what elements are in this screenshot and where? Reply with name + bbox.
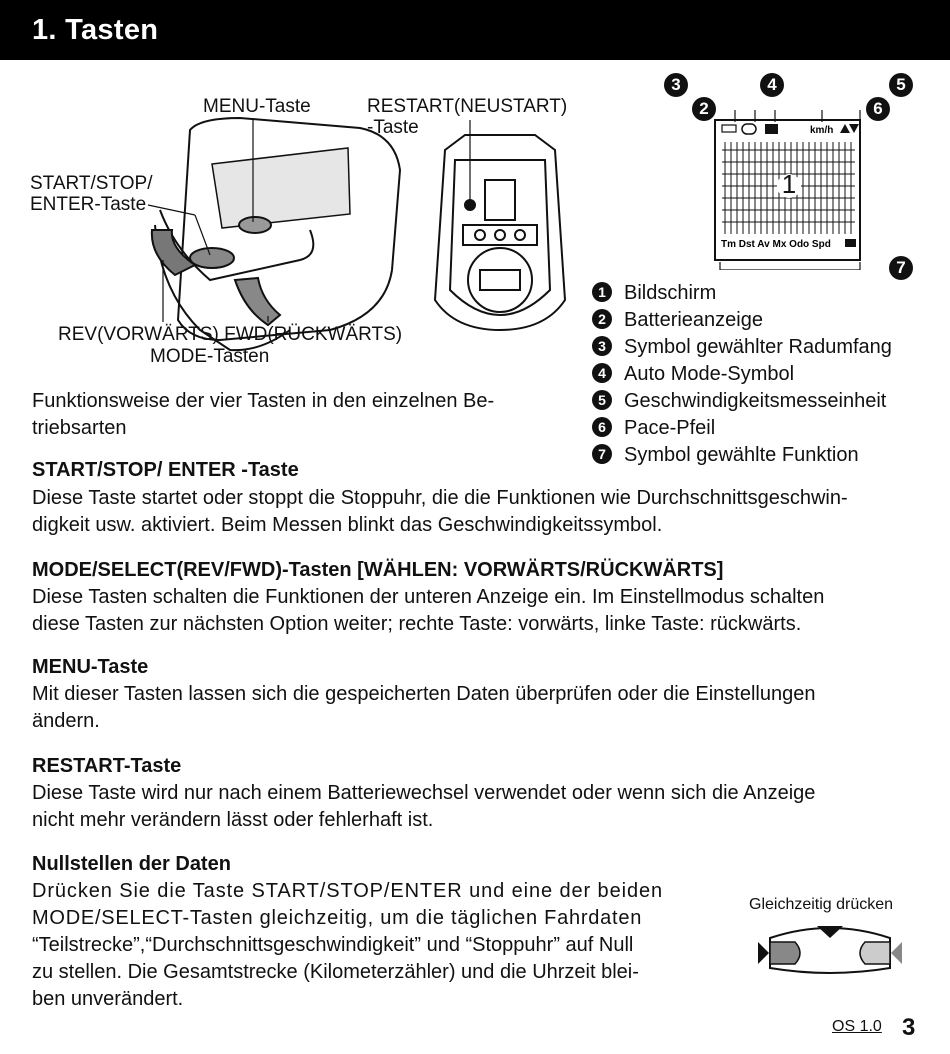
section-text: ben unverändert. [32, 988, 184, 1010]
section-text: diese Tasten zur nächsten Option weiter; rechte Taste: vorwärts, linke Taste: rückwärts. [32, 613, 802, 635]
legend-text: Pace-Pfeil [624, 417, 716, 439]
legend-text: Symbol gewählte Funktion [624, 444, 859, 466]
section-heading-start: START/STOP/ ENTER -Taste [32, 459, 299, 481]
function-row-text: Tm Dst Av Mx Odo Spd [721, 239, 831, 250]
legend-number: 5 [592, 390, 612, 410]
restart-button-label-line2: -Taste [367, 117, 419, 138]
section-text: Drücken Sie die Taste START/STOP/ENTER und eine der beiden [32, 880, 664, 902]
legend-item [592, 442, 859, 469]
section-text: zu stellen. Die Gesamtstrecke (Kilometerzähler) und die Uhrzeit blei- [32, 961, 639, 983]
legend-number: 3 [592, 336, 612, 356]
legend-item [592, 307, 763, 334]
legend-number: 2 [592, 309, 612, 329]
start-button-label-line2: ENTER-Taste [30, 194, 147, 215]
section-text: nicht mehr verändern lässt oder fehlerhaft ist. [32, 809, 434, 831]
section-text: Diese Taste wird nur nach einem Batteriewechsel verwendet oder wenn sich die Anzeige [32, 782, 816, 804]
callout-6: 6 [866, 97, 890, 121]
legend-item [592, 415, 715, 442]
legend-text: Geschwindigkeitsmesseinheit [624, 390, 887, 412]
device-front-illustration [0, 90, 430, 390]
legend-number: 4 [592, 363, 612, 383]
legend-number: 1 [592, 282, 612, 302]
section-heading-menu: MENU-Taste [32, 656, 149, 678]
section-text: MODE/SELECT-Tasten gleichzeitig, um die täglichen Fahrdaten [32, 907, 643, 929]
callout-1: 1 [781, 169, 797, 199]
section-text: Diese Tasten schalten die Funktionen der unteren Anzeige ein. Im Einstellmodus schalten [32, 586, 825, 608]
section-heading-reset: Nullstellen der Daten [32, 853, 231, 875]
menu-button-label: MENU-Taste [203, 96, 311, 117]
legend-number: 6 [592, 417, 612, 437]
legend-text: Batterieanzeige [624, 309, 763, 331]
section-text: “Teilstrecke”,“Durchschnittsgeschwindigkeit” und “Stoppuhr” auf Null [32, 934, 634, 956]
section-text: ändern. [32, 710, 100, 732]
legend-item [592, 361, 794, 388]
speed-unit-text: km/h [810, 125, 834, 136]
callout-2: 2 [692, 97, 716, 121]
intro-line1: Funktionsweise der vier Tasten in den einzelnen Be- [32, 390, 495, 412]
mode-buttons-label: MODE-Tasten [150, 346, 270, 367]
section-text: Diese Taste startet oder stoppt die Stoppuhr, die die Funktionen wie Durchschnittsgeschwin- [32, 487, 848, 509]
legend-number: 7 [592, 444, 612, 464]
legend-item [592, 388, 886, 415]
callout-4: 4 [760, 73, 784, 97]
simultaneous-press-label: Gleichzeitig drücken [749, 896, 894, 913]
legend-item [592, 280, 716, 307]
legend-text: Auto Mode-Symbol [624, 363, 795, 385]
legend-item [592, 334, 892, 361]
callout-7: 7 [889, 256, 913, 280]
restart-button-label-line1: RESTART(NEUSTART) [367, 96, 568, 117]
page-number: 3 [902, 1014, 916, 1041]
section-heading-restart: RESTART-Taste [32, 755, 182, 777]
start-button-label-line1: START/STOP/ [30, 173, 153, 194]
callout-5: 5 [889, 73, 913, 97]
legend-text: Bildschirm [624, 282, 717, 304]
section-text: digkeit usw. aktiviert. Beim Messen blinkt das Geschwindigkeitssymbol. [32, 514, 663, 536]
callout-3: 3 [664, 73, 688, 97]
page-title: 1. Tasten [32, 14, 159, 46]
version-label: OS 1.0 [832, 1018, 882, 1035]
simultaneous-press-illustration [755, 918, 905, 978]
section-heading-mode: MODE/SELECT(REV/FWD)-Tasten [WÄHLEN: VORWÄRTS/RÜCKWÄRTS] [32, 559, 724, 581]
device-back-illustration [425, 120, 575, 340]
rev-fwd-label: REV(VORWÄRTS) FWD(RÜCKWÄRTS) [58, 324, 403, 345]
legend-text: Symbol gewählter Radumfang [624, 336, 892, 358]
section-text: Mit dieser Tasten lassen sich die gespeicherten Daten überprüfen oder die Einstellungen [32, 683, 816, 705]
intro-line2: triebsarten [32, 417, 127, 439]
